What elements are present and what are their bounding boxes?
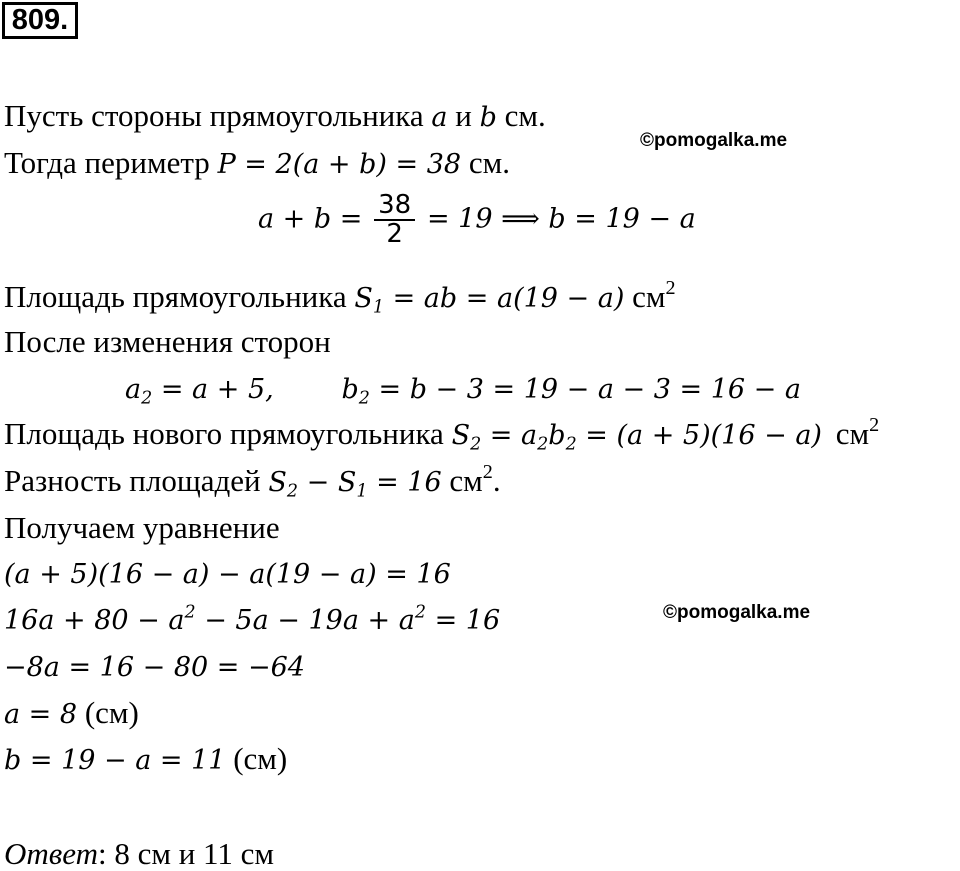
unit: см. [504, 98, 546, 133]
line-sum-of-sides [258, 192, 696, 249]
subscript: 2 [358, 388, 370, 409]
formula-rest: = ab = a(19 − a) [384, 283, 625, 314]
text: После изменения сторон [4, 324, 331, 359]
fraction-denominator: 2 [386, 219, 403, 250]
formula-minus: − S [298, 467, 357, 498]
solution-b: b = 19 − a = 11 [4, 745, 226, 776]
unit-text: см [632, 279, 666, 314]
subscript: 2 [141, 388, 153, 409]
text-and: и [455, 98, 472, 133]
simplified-equation: −8a = 16 − 80 = −64 [4, 652, 305, 683]
superscript: 2 [482, 460, 493, 483]
text: Разность площадей [4, 463, 261, 498]
var-S: S [451, 420, 471, 451]
answer-text: : 8 см и 11 см [97, 836, 275, 871]
formula-mid2: b [548, 420, 566, 451]
line-expanded [4, 603, 500, 634]
equation: (a + 5)(16 − a) − a(19 − a) = 16 [4, 559, 451, 590]
formula-rest: = b − 3 = 19 − a − 3 = 16 − a [369, 374, 801, 405]
line-sides-definition [4, 100, 546, 131]
line-simplified [4, 650, 305, 681]
formula-mid: = a [481, 420, 538, 451]
perimeter-formula: P = 2(a + b) = 38 [217, 149, 462, 180]
answer-label: Ответ [4, 836, 98, 871]
unit: см. [468, 145, 510, 180]
subscript: 2 [565, 434, 577, 455]
unit [632, 276, 676, 314]
line-perimeter [4, 147, 510, 178]
unit [449, 460, 501, 498]
fraction [374, 192, 415, 249]
line-new-sides [125, 372, 801, 409]
unit-text: см [835, 416, 870, 451]
difference-formula [268, 467, 442, 502]
watermark-bottom: ©pomogalka.me [663, 602, 811, 623]
new-side-b [341, 374, 801, 409]
text: Площадь прямоугольника [4, 279, 347, 314]
superscript: 2 [414, 602, 426, 623]
unit: (см) [84, 695, 139, 730]
superscript: 2 [869, 413, 880, 436]
unit: (см) [233, 741, 288, 776]
line-solution-a [4, 697, 139, 728]
text: Тогда периметр [4, 145, 210, 180]
var-a: a [125, 374, 142, 405]
subscript: 1 [356, 481, 368, 502]
line-equation-intro [4, 512, 280, 543]
superscript: 2 [184, 602, 196, 623]
area-formula [354, 283, 625, 318]
formula-left: a + b = [258, 203, 363, 235]
var-S: S [354, 283, 373, 314]
var-a: a [431, 102, 448, 133]
var-b: b [479, 102, 497, 133]
line-area-2 [4, 413, 880, 455]
formula-rest: = a + 5, [152, 374, 274, 405]
line-solution-b [4, 743, 287, 774]
var-b: b [341, 374, 359, 405]
subscript: 2 [537, 434, 549, 455]
line-area-difference [4, 460, 501, 502]
superscript: 2 [665, 276, 676, 299]
text: Площадь нового прямоугольника [4, 416, 444, 451]
expanded-equation [4, 602, 501, 636]
formula-eq: = 16 [367, 467, 442, 498]
solution-a: a = 8 [4, 699, 78, 730]
subscript: 2 [286, 481, 299, 502]
period: . [492, 463, 501, 498]
formula-right: = 19 ⟹ b = 19 − a [426, 203, 696, 235]
part-3: = 16 [426, 605, 501, 636]
unit-text: см [449, 463, 483, 498]
line-equation [4, 557, 451, 588]
area-formula [451, 420, 822, 455]
unit [835, 413, 880, 451]
text: Пусть стороны прямоугольника [4, 98, 424, 133]
part-1: 16a + 80 − a [4, 605, 185, 636]
formula-rest: = (a + 5)(16 − a) [576, 420, 822, 451]
text: Получаем уравнение [4, 510, 280, 545]
problem-number: 809. [2, 2, 78, 39]
subscript: 2 [470, 434, 482, 455]
subscript: 1 [372, 297, 385, 318]
part-2: − 5a − 19a + a [195, 605, 415, 636]
line-answer [4, 838, 274, 869]
fraction-numerator: 38 [374, 192, 415, 221]
watermark-top: ©pomogalka.me [640, 130, 788, 151]
line-area-1 [4, 276, 676, 318]
var-S: S [268, 467, 287, 498]
line-after-change [4, 326, 331, 357]
new-side-a [125, 374, 274, 409]
